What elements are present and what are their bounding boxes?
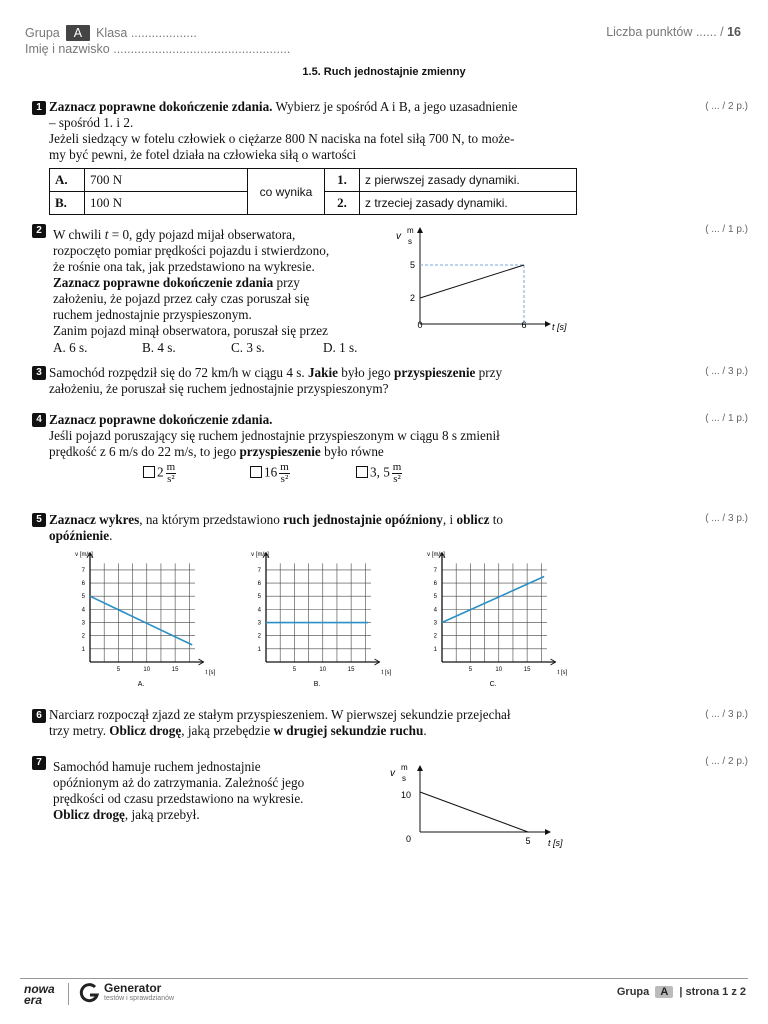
velocity-graph-task-7 <box>385 756 575 854</box>
series-line <box>90 596 192 645</box>
y-tick-label: 2 <box>433 633 437 640</box>
task-4-text: Zaznacz poprawne dokończenie zdania. Jeśli pojazd poruszający się ruchem jednostajnie przyspieszonym w ciągu 8 s zmienił prędkość z 6 m/s do 22 m/s, to jego przyspieszenie było równe <box>49 412 500 459</box>
task-number: 6 <box>32 709 46 723</box>
y-tick-label: 4 <box>81 607 85 614</box>
task-points: ( ... / 3 p.) <box>705 513 748 524</box>
axis-t-label: t [s] <box>205 670 216 676</box>
answer-option-2[interactable]: 16 $\frac{m}{\text{s²}}$ <box>250 462 290 485</box>
svg-text:m: m <box>401 763 408 772</box>
y-tick-label: 6 <box>257 581 261 588</box>
answer-option-1[interactable]: 2 $\frac{m}{\text{s²}}$ <box>143 462 176 485</box>
y-tick-label: 7 <box>433 567 437 574</box>
graph-caption: A. <box>137 681 145 688</box>
header-group: Grupa A Klasa ................... <box>25 26 197 40</box>
axis-t-label: t [s] <box>557 670 568 676</box>
axis-v-label: v [m/s] <box>75 551 93 558</box>
answer-option-c[interactable]: C. 3 s. <box>231 340 265 355</box>
y-tick-label: 5 <box>81 594 85 601</box>
table-middle-label: co wynika <box>248 169 325 215</box>
option-b-value[interactable]: 100 N <box>85 192 248 215</box>
task-points: ( ... / 3 p.) <box>705 366 748 377</box>
x-tick: 6 <box>521 320 527 330</box>
x-tick-label: 15 <box>523 667 531 673</box>
y-tick-label: 1 <box>257 646 261 653</box>
answer-option-3[interactable]: 3, 5 $\frac{m}{\text{s²}}$ <box>356 462 402 485</box>
task-5-text: Zaznacz wykres, na którym przedstawiono ruch jednostajnie opóźniony, i oblicz to opóźnienie. <box>49 512 503 543</box>
y-tick-label: 6 <box>81 581 85 588</box>
graph-a[interactable] <box>50 546 220 692</box>
option-a-value[interactable]: 700 N <box>85 169 248 192</box>
class-field: Klasa ................... <box>96 26 197 40</box>
y-tick-label: 1 <box>81 646 85 653</box>
x-tick-label: 5 <box>292 667 297 673</box>
task-7-text: Samochód hamuje ruchem jednostajnie opóźnionym aż do zatrzymania. Zależność jego prędkości od czasu przedstawiono na wykresie. Oblicz drogę, jaką przebył. <box>53 759 305 822</box>
task-points: ( ... / 1 p.) <box>705 413 748 424</box>
y-tick-label: 5 <box>257 594 261 601</box>
velocity-graph-task-2 <box>390 222 580 340</box>
svg-text:s: s <box>408 237 412 246</box>
y-tick-label: 4 <box>257 607 261 614</box>
option-1-value[interactable]: z pierwszej zasady dynamiki. <box>360 169 577 192</box>
task-points: ( ... / 3 p.) <box>705 709 748 720</box>
y-tick-label: 6 <box>433 581 437 588</box>
student-name-field: Imię i nazwisko ................................................... <box>25 42 291 56</box>
y-tick: 10 <box>400 790 411 800</box>
axis-v-label: v [m/s] <box>251 551 269 558</box>
graph-caption: C. <box>489 681 497 688</box>
x-tick-label: 5 <box>116 667 121 673</box>
origin-label: 0 <box>417 320 423 330</box>
task-number: 3 <box>32 366 46 380</box>
y-tick-label: 4 <box>433 607 437 614</box>
footer-separator <box>68 983 69 1005</box>
checkbox[interactable] <box>250 466 262 478</box>
svg-text:s: s <box>402 774 406 783</box>
task-number: 7 <box>32 756 46 770</box>
series-line <box>442 576 544 622</box>
y-tick-label: 5 <box>433 594 437 601</box>
axis-t-label: t [s] <box>381 670 392 676</box>
answer-table <box>49 168 577 215</box>
task-number: 1 <box>32 101 46 115</box>
footer-group-badge: A <box>655 986 673 998</box>
graph-caption: B. <box>313 681 321 688</box>
checkbox[interactable] <box>356 466 368 478</box>
x-tick-label: 10 <box>319 667 327 673</box>
axis-t-label: t [s] <box>552 322 567 332</box>
axis-t-label: t [s] <box>548 838 563 848</box>
x-tick-label: 15 <box>171 667 179 673</box>
answer-option-d[interactable]: D. 1 s. <box>323 340 358 355</box>
y-tick-label: 7 <box>81 567 85 574</box>
option-b-label[interactable]: B. <box>50 192 85 215</box>
origin-label: 0 <box>405 834 411 844</box>
task-6-text: Narciarz rozpoczął zjazd ze stałym przyspieszeniem. W pierwszej sekundzie przejechał trzy metry. Oblicz drogę, jaką przebędzie w drugiej sekundzie ruchu. <box>49 707 511 738</box>
task-3-text: Samochód rozpędził się do 72 km/h w ciągu 4 s. Jakie było jego przyspieszenie przy założeniu, że poruszał się ruchem jednostajnie przyspieszonym? <box>49 365 503 396</box>
footer-divider <box>20 978 748 979</box>
task-points: ( ... / 2 p.) <box>705 101 748 112</box>
task-points: ( ... / 2 p.) <box>705 756 748 767</box>
option-2-value[interactable]: z trzeciej zasady dynamiki. <box>360 192 577 215</box>
nowa-era-logo: nowa era <box>24 982 55 1007</box>
task-1-text: Zaznacz poprawne dokończenie zdania. Wybierz je spośród A i B, a jego uzasadnienie – spośród 1. i 2. Jeżeli siedzący w fotelu człowiek o ciężarze 800 N naciska na fotel siłą 700 N, to może- my być pewni, że fotel działa na człowieka siłą o wartości <box>49 99 518 162</box>
points-total: Liczba punktów ...... / 16 <box>606 25 741 39</box>
y-tick: 5 <box>409 260 415 270</box>
task-number: 2 <box>32 224 46 238</box>
footer-page-info: Grupa A | strona 1 z 2 <box>616 986 746 998</box>
generator-logo-icon <box>78 982 100 1004</box>
task-2-text: W chwili t = 0, gdy pojazd mijał obserwatora, rozpoczęto pomiar prędkości pojazdu i stwierdzono, że rośnie ona tak, jak przedstawiono na wykresie. Zaznacz poprawne dokończenie zdania przy założeniu, że pojazd przez cały czas poruszał się ruchem jednostajnie przyspieszonym. Zanim pojazd minął obserwatora, poruszał się przez <box>53 227 330 338</box>
svg-text:m: m <box>407 226 414 235</box>
answer-option-a[interactable]: A. 6 s. <box>53 340 88 355</box>
x-tick-label: 5 <box>468 667 473 673</box>
option-a-label[interactable]: A. <box>50 169 85 192</box>
y-tick: 2 <box>409 293 415 303</box>
axis-v-label: v <box>396 231 401 242</box>
checkbox[interactable] <box>143 466 155 478</box>
graph-b[interactable] <box>226 546 396 692</box>
y-tick-label: 7 <box>257 567 261 574</box>
axis-v-label: v <box>390 768 395 779</box>
page-title: 1.5. Ruch jednostajnie zmienny <box>302 66 466 78</box>
y-tick-label: 2 <box>257 633 261 640</box>
option-1-label[interactable]: 1. <box>325 169 360 192</box>
graph-c[interactable] <box>402 546 572 692</box>
x-tick-label: 10 <box>495 667 503 673</box>
answer-option-b[interactable]: B. 4 s. <box>142 340 176 355</box>
task-points: ( ... / 1 p.) <box>705 224 748 235</box>
y-tick-label: 1 <box>433 646 437 653</box>
task-number: 4 <box>32 413 46 427</box>
y-tick-label: 3 <box>81 620 85 627</box>
x-tick: 5 <box>525 836 531 846</box>
task-number: 5 <box>32 513 46 527</box>
generator-logo-text: Generator testów i sprawdzianów <box>104 981 175 1002</box>
axis-v-label: v [m/s] <box>427 551 445 558</box>
group-badge: A <box>66 25 90 41</box>
y-tick-label: 3 <box>433 620 437 627</box>
x-tick-label: 15 <box>347 667 355 673</box>
option-2-label[interactable]: 2. <box>325 192 360 215</box>
y-tick-label: 3 <box>257 620 261 627</box>
y-tick-label: 2 <box>81 633 85 640</box>
x-tick-label: 10 <box>143 667 151 673</box>
